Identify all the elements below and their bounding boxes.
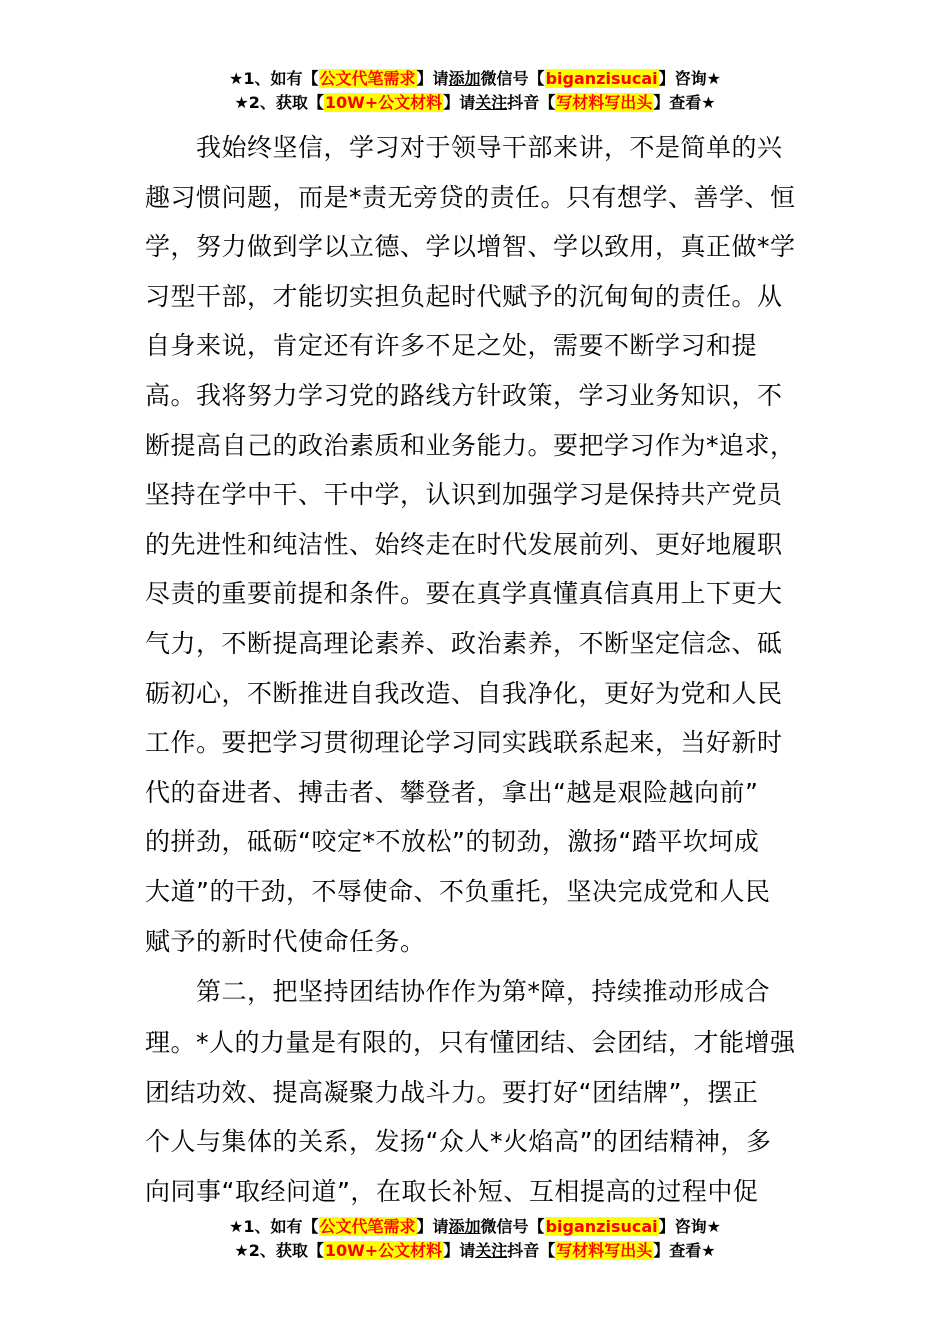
text-line: 趣习惯问题，而是*责无旁贷的责任。只有想学、善学、恒 [145, 182, 796, 212]
highlight-douyin-account: 写材料写出头 [556, 93, 653, 112]
notice-line-2: ★2、获取【10W+公文材料】请关注抖音【写材料写出头】查看★ [234, 1241, 716, 1260]
text-line: 自身来说，肯定还有许多不足之处，需要不断学习和提 [145, 331, 758, 361]
text-line: 我始终坚信，学习对于领导干部来讲，不是简单的兴 [145, 133, 783, 162]
text-line: 高。我将努力学习党的路线方针政策，学习业务知识，不 [145, 380, 783, 410]
highlight-wechat-id: biganzisucai [545, 69, 658, 88]
text-line: 工作。要把学习贯彻理论学习同实践联系起来，当好新时 [145, 728, 783, 758]
document-body [145, 123, 807, 1216]
text-line: 砺初心，不断推进自我改造、自我净化，更好为党和人民 [145, 678, 783, 708]
text-line: 赋予的新时代使命任务。 [145, 926, 426, 956]
footer-notice [0, 1216, 950, 1264]
text-line: 团结功效、提高凝聚力战斗力。要打好“团结牌”，摆正 [145, 1077, 759, 1107]
text-line: 尽责的重要前提和条件。要在真学真懂真信真用上下更大 [145, 579, 783, 609]
text-line: 的先进性和纯洁性、始终走在时代发展前列、更好地履职 [145, 529, 783, 559]
highlight-service: 公文代笔需求 [319, 69, 416, 88]
highlight-douyin-account: 写材料写出头 [556, 1241, 653, 1260]
highlight-service: 公文代笔需求 [319, 1217, 416, 1236]
text-line: 向同事“取经问道”，在取长补短、互相提高的过程中促 [145, 1176, 759, 1206]
highlight-wechat-id: biganzisucai [545, 1217, 658, 1236]
highlight-materials: 10W+公文材料 [324, 1241, 443, 1260]
text-line: 习型干部，才能切实担负起时代赋予的沉甸甸的责任。从 [145, 281, 783, 311]
text-line: 断提高自己的政治素质和业务能力。要把学习作为*追求， [145, 430, 796, 460]
text-line: 代的奋进者、搏击者、攀登者，拿出“越是艰险越向前” [145, 777, 759, 807]
text-line: 大道”的干劲，不辱使命、不负重托，坚决完成党和人民 [145, 876, 771, 906]
notice-line-1: ★1、如有【公文代笔需求】请添加微信号【biganzisucai】咨询★ [229, 69, 721, 88]
text-line: 个人与集体的关系，发扬“众人*火焰高”的团结精神，多 [145, 1127, 772, 1157]
text-line: 坚持在学中干、干中学，认识到加强学习是保持共产党员 [145, 480, 783, 510]
text-line: 的拼劲，砥砺“咬定*不放松”的韧劲，激扬“踏平坎坷成 [145, 827, 760, 857]
text-line: 第二，把坚持团结协作作为第*障，持续推动形成合 [145, 977, 771, 1007]
text-line: 学，努力做到学以立德、学以增智、学以致用，真正做*学 [145, 232, 796, 262]
notice-line-2: ★2、获取【10W+公文材料】请关注抖音【写材料写出头】查看★ [234, 93, 716, 112]
highlight-materials: 10W+公文材料 [324, 93, 443, 112]
text-line: 气力，不断提高理论素养、政治素养，不断坚定信念、砥 [145, 628, 783, 658]
header-notice [0, 68, 950, 116]
text-line: 理。*人的力量是有限的，只有懂团结、会团结，才能增强 [145, 1028, 796, 1058]
notice-line-1: ★1、如有【公文代笔需求】请添加微信号【biganzisucai】咨询★ [229, 1217, 721, 1236]
